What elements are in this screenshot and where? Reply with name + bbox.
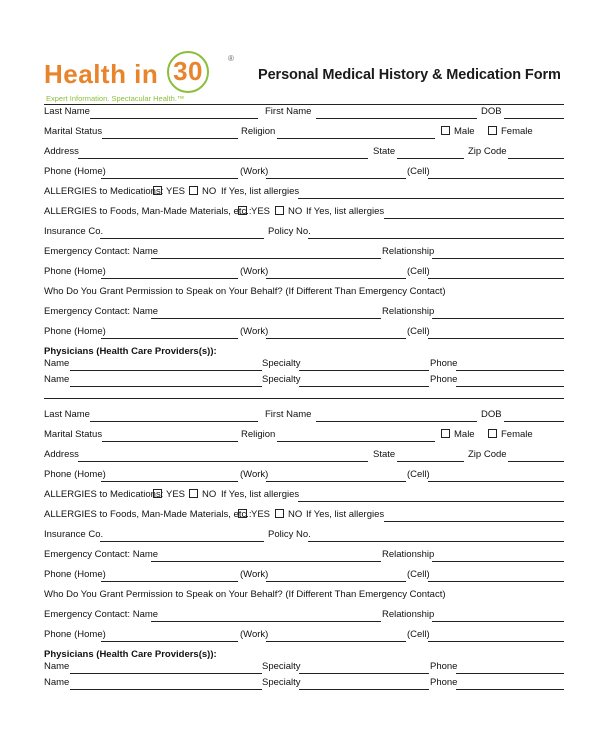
physician-phone-field[interactable]	[456, 689, 564, 690]
phone-cell-label: (Cell)	[407, 469, 430, 480]
specialty-label: Specialty	[262, 677, 301, 688]
specialty-field[interactable]	[299, 370, 429, 371]
male-label: Male	[454, 429, 475, 440]
phone-cell-label: (Cell)	[407, 266, 430, 277]
permission-label: Who Do You Grant Permission to Speak on Your Behalf? (If Different Than Emergency Contact)	[44, 286, 446, 297]
relationship-label: Relationship	[382, 609, 435, 620]
dob-field[interactable]	[504, 118, 564, 119]
female-checkbox[interactable]	[488, 429, 497, 438]
allergies-medications-label: ALLERGIES to Medications:	[44, 489, 164, 500]
phone-cell-label: (Cell)	[407, 629, 430, 640]
policy-no-label: Policy No.	[268, 226, 311, 237]
phone-home-field[interactable]	[101, 178, 238, 179]
yes-label: YES	[251, 509, 271, 520]
allergies-foods-label: ALLERGIES to Foods, Man-Made Materials, etc.:	[44, 509, 252, 520]
phone-home-label: Phone (Home)	[44, 629, 106, 640]
policy-no-field[interactable]	[308, 541, 564, 542]
name-row	[44, 409, 564, 425]
allergies-foods-label: ALLERGIES to Foods, Man-Made Materials, etc.:	[44, 206, 252, 217]
address-row	[44, 146, 564, 162]
relationship-field[interactable]	[432, 561, 564, 562]
marital-row	[44, 126, 564, 142]
phone-work-label: (Work)	[240, 266, 269, 277]
zip-code-field[interactable]	[508, 461, 564, 462]
phone-work-field[interactable]	[266, 178, 406, 179]
phone-cell-field[interactable]	[428, 338, 564, 339]
no-checkbox[interactable]	[275, 206, 284, 215]
physician-row	[44, 374, 564, 390]
emergency-contact-field[interactable]	[151, 318, 381, 319]
allergies-medications-label: ALLERGIES to Medications:	[44, 186, 164, 197]
phone-home-field[interactable]	[101, 278, 238, 279]
marital-row	[44, 429, 564, 445]
no-checkbox[interactable]	[189, 186, 198, 195]
policy-no-label: Policy No.	[268, 529, 311, 540]
specialty-field[interactable]	[299, 689, 429, 690]
phone-work-field[interactable]	[266, 581, 406, 582]
physicians-heading: Physicians (Health Care Providers(s)):	[44, 346, 217, 357]
first-name-field[interactable]	[316, 118, 477, 119]
phone-cell-field[interactable]	[428, 581, 564, 582]
male-checkbox[interactable]	[441, 429, 450, 438]
address-label: Address	[44, 146, 79, 157]
allergies-foods-field[interactable]	[384, 218, 564, 219]
phone-cell-field[interactable]	[428, 178, 564, 179]
physicians-heading: Physicians (Health Care Providers(s)):	[44, 649, 217, 660]
physician-phone-field[interactable]	[456, 386, 564, 387]
relationship-label: Relationship	[382, 246, 435, 257]
male-option[interactable]	[441, 126, 475, 137]
phone-home-label: Phone (Home)	[44, 166, 106, 177]
address-field[interactable]	[78, 461, 368, 462]
phone-home-field[interactable]	[101, 481, 238, 482]
physician-phone-label: Phone	[430, 358, 458, 369]
emergency-contact-label: Emergency Contact: Name	[44, 306, 159, 317]
phone-work-field[interactable]	[266, 338, 406, 339]
marital-status-field[interactable]	[102, 138, 238, 139]
phone-work-field[interactable]	[266, 641, 406, 642]
male-checkbox[interactable]	[441, 126, 450, 135]
last-name-label: Last Name	[44, 106, 90, 117]
permission-row	[44, 286, 564, 302]
dob-label: DOB	[481, 106, 502, 117]
phone-home-label: Phone (Home)	[44, 266, 106, 277]
name-row	[44, 106, 564, 122]
phone-work-label: (Work)	[240, 469, 269, 480]
emergency-contact-field[interactable]	[151, 621, 381, 622]
physician-row	[44, 358, 564, 374]
if-yes-label: If Yes, list allergies	[306, 509, 385, 520]
section-divider	[44, 398, 564, 399]
phone-row	[44, 469, 564, 485]
yes-label: YES	[251, 206, 271, 217]
first-name-field[interactable]	[316, 421, 477, 422]
specialty-label: Specialty	[262, 374, 301, 385]
zip-code-label: Zip Code	[468, 449, 507, 460]
permission-label: Who Do You Grant Permission to Speak on Your Behalf? (If Different Than Emergency Contact)	[44, 589, 446, 600]
emergency-contact-field[interactable]	[151, 258, 381, 259]
phone-home-field[interactable]	[101, 338, 238, 339]
allergies-medications-field[interactable]	[298, 198, 564, 199]
emergency-phone-row	[44, 569, 564, 585]
address-label: Address	[44, 449, 79, 460]
allergies-medications-no[interactable]	[189, 186, 216, 197]
allergies-medications-row	[44, 489, 564, 505]
physician-name-field[interactable]	[70, 386, 262, 387]
physician-row	[44, 677, 564, 693]
phone-row	[44, 166, 564, 182]
logo-trademark: ®	[228, 54, 234, 63]
physician-name-label: Name	[44, 374, 70, 385]
physician-phone-field[interactable]	[456, 673, 564, 674]
female-option[interactable]	[488, 429, 533, 440]
relationship-label: Relationship	[382, 306, 435, 317]
religion-field[interactable]	[277, 441, 435, 442]
female-option[interactable]	[488, 126, 533, 137]
no-label: NO	[288, 206, 303, 217]
male-label: Male	[454, 126, 475, 137]
no-checkbox[interactable]	[275, 509, 284, 518]
marital-status-label: Marital Status	[44, 429, 103, 440]
no-checkbox[interactable]	[189, 489, 198, 498]
last-name-label: Last Name	[44, 409, 90, 420]
state-label: State	[373, 449, 396, 460]
permission-row	[44, 589, 564, 605]
address-field[interactable]	[78, 158, 368, 159]
allergies-foods-yes[interactable]	[238, 206, 270, 217]
logo-wordmark	[44, 54, 209, 96]
emergency-phone-2-row	[44, 326, 564, 342]
allergies-foods-field[interactable]	[384, 521, 564, 522]
logo-main-text: Health in	[44, 59, 159, 89]
insurance-row	[44, 226, 564, 242]
relationship-field[interactable]	[432, 258, 564, 259]
no-label: NO	[288, 509, 303, 520]
allergies-foods-yes[interactable]	[238, 509, 270, 520]
physician-phone-label: Phone	[430, 661, 458, 672]
phone-cell-field[interactable]	[428, 481, 564, 482]
state-label: State	[373, 146, 396, 157]
emergency-contact-label: Emergency Contact: Name	[44, 609, 159, 620]
phone-home-field[interactable]	[101, 641, 238, 642]
if-yes-label: If Yes, list allergies	[221, 186, 300, 197]
phone-cell-field[interactable]	[428, 278, 564, 279]
emergency-contact-2-row	[44, 609, 564, 625]
physician-name-field[interactable]	[70, 673, 262, 674]
physician-phone-label: Phone	[430, 677, 458, 688]
allergies-medications-field[interactable]	[298, 501, 564, 502]
first-name-label: First Name	[265, 409, 312, 420]
emergency-contact-label: Emergency Contact: Name	[44, 246, 159, 257]
insurance-row	[44, 529, 564, 545]
emergency-contact-label: Emergency Contact: Name	[44, 549, 159, 560]
insurance-label: Insurance Co.	[44, 226, 104, 237]
if-yes-label: If Yes, list allergies	[306, 206, 385, 217]
physician-phone-label: Phone	[430, 374, 458, 385]
no-label: NO	[202, 186, 217, 197]
physician-row	[44, 661, 564, 677]
phone-cell-label: (Cell)	[407, 326, 430, 337]
phone-home-label: Phone (Home)	[44, 469, 106, 480]
last-name-field[interactable]	[90, 118, 258, 119]
physician-name-label: Name	[44, 677, 70, 688]
phone-home-field[interactable]	[101, 581, 238, 582]
phone-cell-label: (Cell)	[407, 569, 430, 580]
religion-field[interactable]	[277, 138, 435, 139]
physician-name-label: Name	[44, 358, 70, 369]
state-field[interactable]	[397, 461, 464, 462]
phone-work-label: (Work)	[240, 326, 269, 337]
policy-no-field[interactable]	[308, 238, 564, 239]
insurance-label: Insurance Co.	[44, 529, 104, 540]
physician-name-field[interactable]	[70, 370, 262, 371]
insurance-field[interactable]	[100, 238, 264, 239]
logo-number-circle: 30	[167, 51, 209, 93]
allergies-medications-no[interactable]	[189, 489, 216, 500]
religion-label: Religion	[241, 429, 276, 440]
first-name-label: First Name	[265, 106, 312, 117]
physician-name-label: Name	[44, 661, 70, 672]
header-divider	[44, 104, 564, 105]
dob-label: DOB	[481, 409, 502, 420]
allergies-foods-row	[44, 206, 564, 222]
physician-phone-field[interactable]	[456, 370, 564, 371]
phone-work-label: (Work)	[240, 629, 269, 640]
allergies-medications-row	[44, 186, 564, 202]
phone-work-label: (Work)	[240, 166, 269, 177]
yes-checkbox[interactable]	[153, 186, 162, 195]
specialty-field[interactable]	[299, 673, 429, 674]
physician-name-field[interactable]	[70, 689, 262, 690]
emergency-contact-2-row	[44, 306, 564, 322]
phone-cell-field[interactable]	[428, 641, 564, 642]
yes-checkbox[interactable]	[153, 489, 162, 498]
dob-field[interactable]	[504, 421, 564, 422]
no-label: NO	[202, 489, 217, 500]
logo-tagline: Expert Information. Spectacular Health.™	[46, 94, 185, 103]
phone-work-label: (Work)	[240, 569, 269, 580]
yes-checkbox[interactable]	[238, 206, 247, 215]
allergies-foods-row	[44, 509, 564, 525]
health-in-30-logo	[44, 52, 249, 104]
relationship-field[interactable]	[432, 621, 564, 622]
zip-code-label: Zip Code	[468, 146, 507, 157]
relationship-field[interactable]	[432, 318, 564, 319]
phone-work-field[interactable]	[266, 278, 406, 279]
female-label: Female	[501, 429, 533, 440]
emergency-phone-row	[44, 266, 564, 282]
emergency-contact-row	[44, 246, 564, 262]
phone-home-label: Phone (Home)	[44, 569, 106, 580]
male-option[interactable]	[441, 429, 475, 440]
phone-work-field[interactable]	[266, 481, 406, 482]
address-row	[44, 449, 564, 465]
insurance-field[interactable]	[100, 541, 264, 542]
relationship-label: Relationship	[382, 549, 435, 560]
emergency-contact-row	[44, 549, 564, 565]
form-title: Personal Medical History & Medication Form	[258, 67, 561, 83]
female-label: Female	[501, 126, 533, 137]
yes-label: YES	[166, 489, 186, 500]
phone-home-label: Phone (Home)	[44, 326, 106, 337]
marital-status-label: Marital Status	[44, 126, 103, 137]
emergency-phone-2-row	[44, 629, 564, 645]
marital-status-field[interactable]	[102, 441, 238, 442]
yes-label: YES	[166, 186, 186, 197]
female-checkbox[interactable]	[488, 126, 497, 135]
allergies-foods-no[interactable]	[275, 509, 302, 520]
specialty-label: Specialty	[262, 661, 301, 672]
if-yes-label: If Yes, list allergies	[221, 489, 300, 500]
yes-checkbox[interactable]	[238, 509, 247, 518]
allergies-foods-no[interactable]	[275, 206, 302, 217]
allergies-medications-yes[interactable]	[153, 489, 185, 500]
phone-cell-label: (Cell)	[407, 166, 430, 177]
emergency-contact-field[interactable]	[151, 561, 381, 562]
specialty-field[interactable]	[299, 386, 429, 387]
zip-code-field[interactable]	[508, 158, 564, 159]
religion-label: Religion	[241, 126, 276, 137]
state-field[interactable]	[397, 158, 464, 159]
specialty-label: Specialty	[262, 358, 301, 369]
allergies-medications-yes[interactable]	[153, 186, 185, 197]
last-name-field[interactable]	[90, 421, 258, 422]
